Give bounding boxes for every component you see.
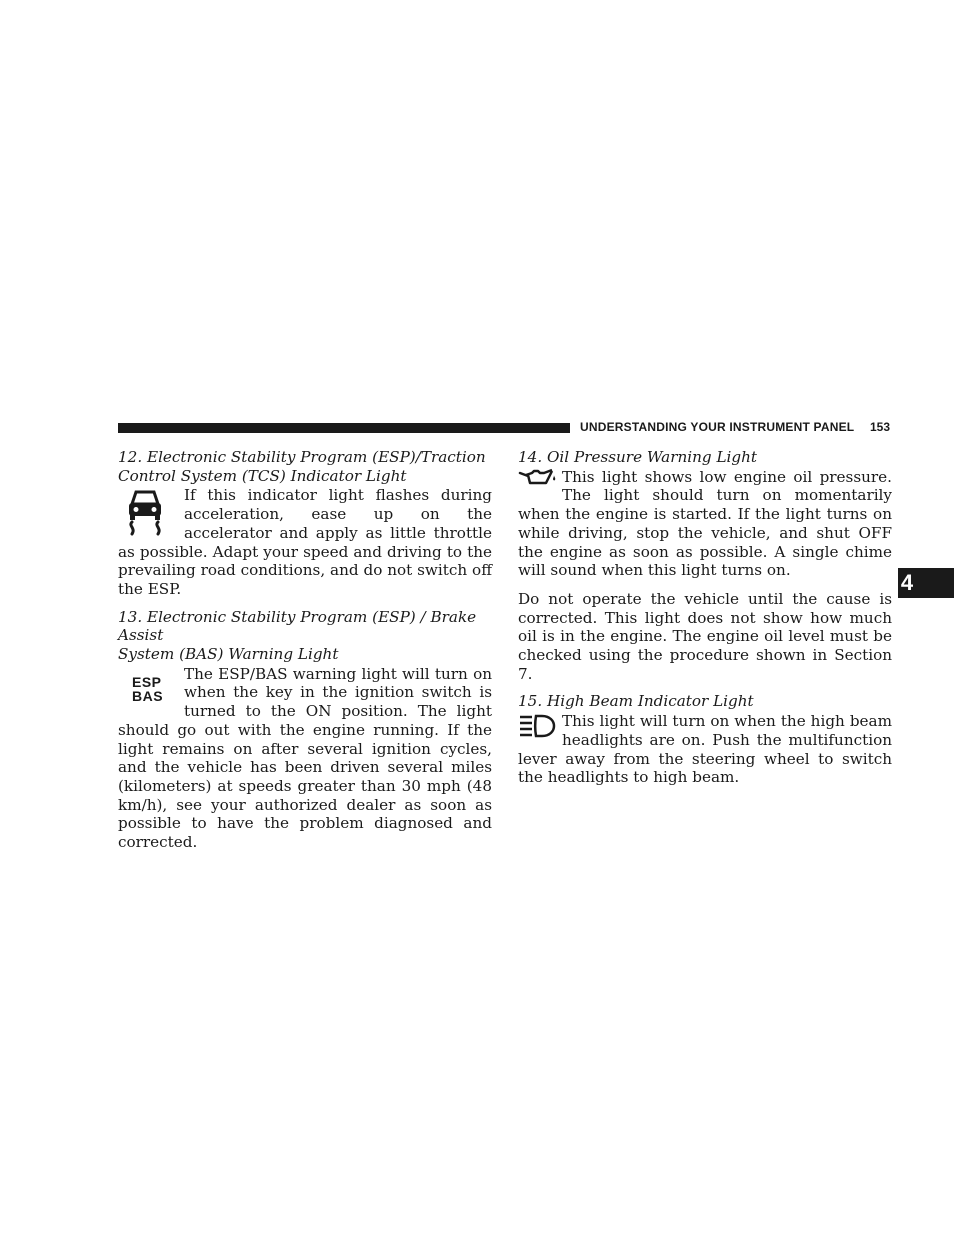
- esp-icon-text: ESP: [132, 673, 162, 690]
- section-13-heading-line2: System (BAS) Warning Light: [118, 645, 339, 664]
- chapter-tab: [898, 568, 954, 598]
- section-12-heading-line2: Control System (TCS) Indicator Light: [118, 466, 407, 485]
- esp-bas-icon: [118, 665, 180, 721]
- section-15-body: [518, 712, 892, 787]
- section-12-heading: [118, 448, 492, 485]
- section-13-text: The ESP/BAS warning light will turn on when the key in the ignition switch is turned to the ON position. The light should go out with the engine running. If the light remains on after several ignition cycles, and the vehicle has been driven several miles (kilometers) at speeds greater than 30 mph (48 km/h), see your authorized dealer as soon as possible to have the problem diagnosed and corrected.: [118, 664, 492, 852]
- section-12-text: If this indicator light flashes during acceleration, ease up on the accelerator and apply as little throttle as possible. Adapt your speed and driving to the prevailing road conditions, and do not switch off the ESP.: [118, 486, 492, 598]
- section-14-heading: 14. Oil Pressure Warning Light: [518, 448, 758, 466]
- section-12-body: [118, 486, 492, 598]
- section-14: [518, 448, 892, 683]
- running-header-title: UNDERSTANDING YOUR INSTRUMENT PANEL: [580, 420, 855, 434]
- right-column: [518, 448, 892, 787]
- chapter-number: 4: [900, 570, 914, 595]
- section-15: [518, 692, 892, 787]
- section-12-heading-line1: 12. Electronic Stability Program (ESP)/Traction: [118, 448, 486, 466]
- oil-can-icon: [518, 467, 558, 489]
- section-13-heading: [118, 608, 492, 664]
- section-14-text: This light shows low engine oil pressure. The light should turn on momentarily when the engine is started. If the light turns on while driving, stop the vehicle, and shut OFF the engine as soon as possible. A single chime will sound when this light turns on.: [518, 467, 892, 580]
- section-13: [118, 608, 492, 852]
- bas-icon-text: BAS: [132, 687, 164, 704]
- section-12: [118, 448, 492, 599]
- esp-skid-car-icon: [118, 486, 180, 542]
- section-14-body-2: Do not operate the vehicle until the cause is corrected. This light does not show how much oil is in the engine. The engine oil level must be checked using the procedure shown in Section 7.: [518, 589, 892, 683]
- section-15-heading: 15. High Beam Indicator Light: [518, 692, 754, 711]
- high-beam-icon: [518, 714, 558, 738]
- header-rule: [118, 423, 570, 433]
- section-15-text: This light will turn on when the high beam headlights are on. Push the multifunction lever away from the steering wheel to switch the headlights to high beam.: [518, 712, 892, 787]
- section-13-heading-line1: 13. Electronic Stability Program (ESP) / Brake Assist: [118, 607, 477, 645]
- page-number: 153: [870, 420, 891, 434]
- section-13-body: [118, 665, 492, 852]
- section-14-body: [518, 468, 892, 580]
- left-column: [118, 448, 492, 852]
